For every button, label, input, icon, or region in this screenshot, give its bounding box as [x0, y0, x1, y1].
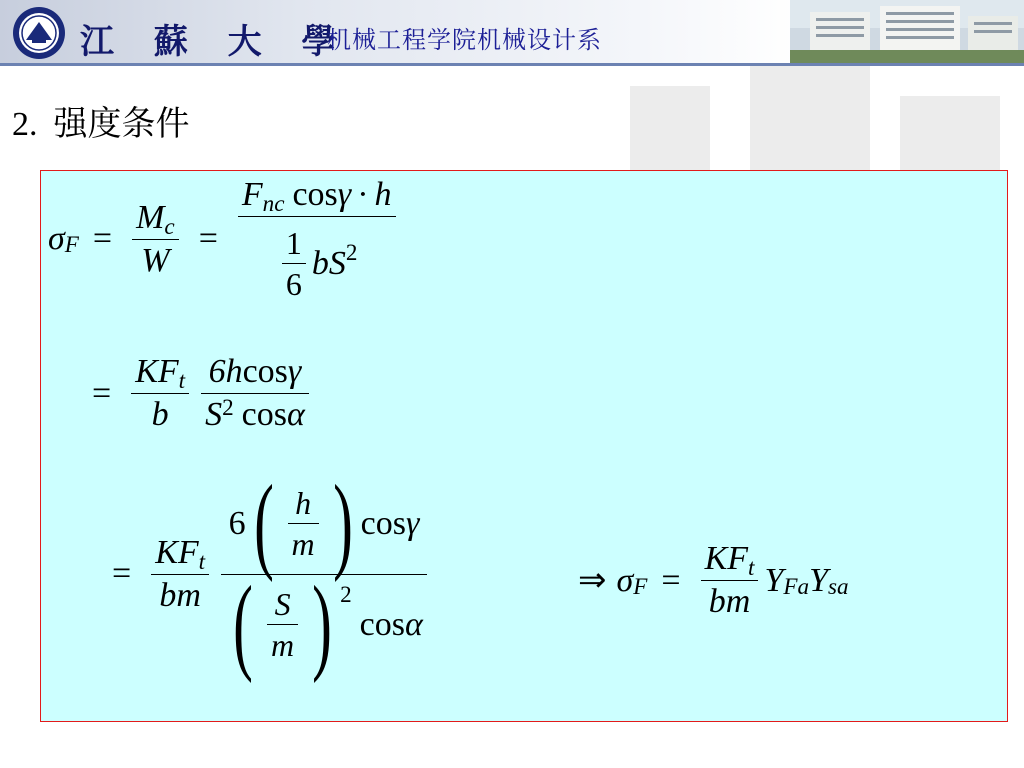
- section-title: [12, 96, 190, 145]
- equals-sign: =: [92, 220, 113, 257]
- header-banner: [0, 0, 1024, 66]
- gamma-symbol: γ: [287, 353, 302, 390]
- kf-symbol: KF: [704, 540, 749, 577]
- gamma-symbol: γ: [337, 176, 352, 213]
- kf-symbol: KF: [135, 353, 179, 390]
- form-factor-symbol: Y: [764, 561, 784, 599]
- cos-text: cos: [241, 396, 287, 433]
- width-symbol: b: [151, 396, 169, 433]
- fraction-kft-over-bm: [701, 542, 759, 619]
- module-symbol: m: [291, 526, 315, 563]
- formula-stress-expanded: [92, 355, 315, 432]
- parenthesized-h-over-m: ( $\frac{h}{m}$ ): [253, 464, 353, 583]
- department-name: 机械工程学院机械设计系: [327, 26, 602, 54]
- height-symbol: h: [374, 176, 392, 213]
- subscript-t: t: [178, 368, 186, 395]
- subscript-t: t: [748, 555, 755, 582]
- formula-stress-with-module: [112, 464, 433, 684]
- six-h-symbol: 6h: [208, 353, 243, 390]
- numerator-one: 1: [285, 225, 302, 261]
- exponent-two: 2: [222, 394, 234, 421]
- equals-sign: =: [112, 555, 132, 593]
- subscript-nc: nc: [262, 191, 285, 218]
- module-symbol: m: [271, 627, 295, 664]
- parenthesized-s-over-m: ( $\frac{S}{m}$ ): [233, 564, 333, 684]
- section-modulus-symbol: W: [141, 241, 170, 279]
- bm-symbol: bm: [159, 576, 201, 614]
- section-number: 2.: [12, 106, 38, 143]
- moment-symbol: M: [136, 198, 165, 236]
- gamma-symbol: γ: [405, 504, 420, 542]
- fraction-h-over-m: [288, 485, 319, 563]
- bm-symbol: bm: [708, 583, 751, 620]
- denominator-six: 6: [285, 266, 302, 302]
- equals-sign: =: [661, 561, 681, 599]
- s-symbol: S: [205, 396, 223, 433]
- bs-symbol: bS: [311, 244, 346, 282]
- s-symbol: S: [274, 586, 291, 623]
- campus-building-icon: [790, 0, 1024, 63]
- cos-text: cos: [242, 353, 288, 390]
- fraction-one-sixth: [282, 227, 306, 300]
- cos-text: cos: [360, 504, 406, 542]
- university-name: 江 蘇 大 學: [80, 22, 350, 62]
- formula-stress-result: ⇒ σ $_F$ = $\frac{KF_t}{bm}$ Y $_{Fa}$ Y $_{sa}$: [578, 540, 849, 620]
- alpha-symbol: α: [286, 396, 305, 433]
- fraction-tooth-form-factor: 6 ( $\frac{h}{m}$ ) cos γ ( $\frac{S}{m}$ ) $^2$ cos α: [221, 478, 427, 671]
- subscript-t: t: [198, 549, 206, 576]
- dot-operator: ·: [357, 176, 369, 213]
- fraction-s-over-m: [267, 586, 298, 664]
- cos-text: cos: [359, 605, 405, 643]
- force-symbol: F: [241, 176, 263, 213]
- fraction-kft-over-bm: [151, 533, 209, 614]
- formula-stress-definition: σ $_F$ = $\frac{M_c}{W}$ = $F_{nc}$ cosγ · h $\frac{1}{6}$ bS $^2$: [48, 178, 402, 300]
- cos-text: cos: [292, 176, 338, 213]
- kf-symbol: KF: [155, 533, 199, 571]
- section-heading: 强度条件: [53, 104, 190, 144]
- sigma-symbol: σ: [48, 220, 65, 257]
- fraction-force-over-modulus: $F_{nc}$ cosγ · h $\frac{1}{6}$ bS $^2$: [238, 178, 396, 300]
- six-digit: 6: [228, 504, 246, 542]
- equals-sign: =: [198, 220, 218, 257]
- fraction-kft-over-b: [131, 355, 189, 432]
- equals-sign: =: [92, 374, 112, 412]
- stress-correction-symbol: Y: [809, 561, 828, 599]
- fraction-form-factor: [201, 355, 309, 432]
- height-symbol: h: [295, 485, 312, 522]
- subscript-c: c: [164, 213, 175, 240]
- alpha-symbol: α: [405, 605, 423, 643]
- university-seal-icon: [12, 6, 66, 60]
- sigma-symbol: σ: [616, 561, 634, 599]
- fraction-mc-over-w: [132, 198, 179, 279]
- implies-arrow: ⇒: [578, 561, 607, 599]
